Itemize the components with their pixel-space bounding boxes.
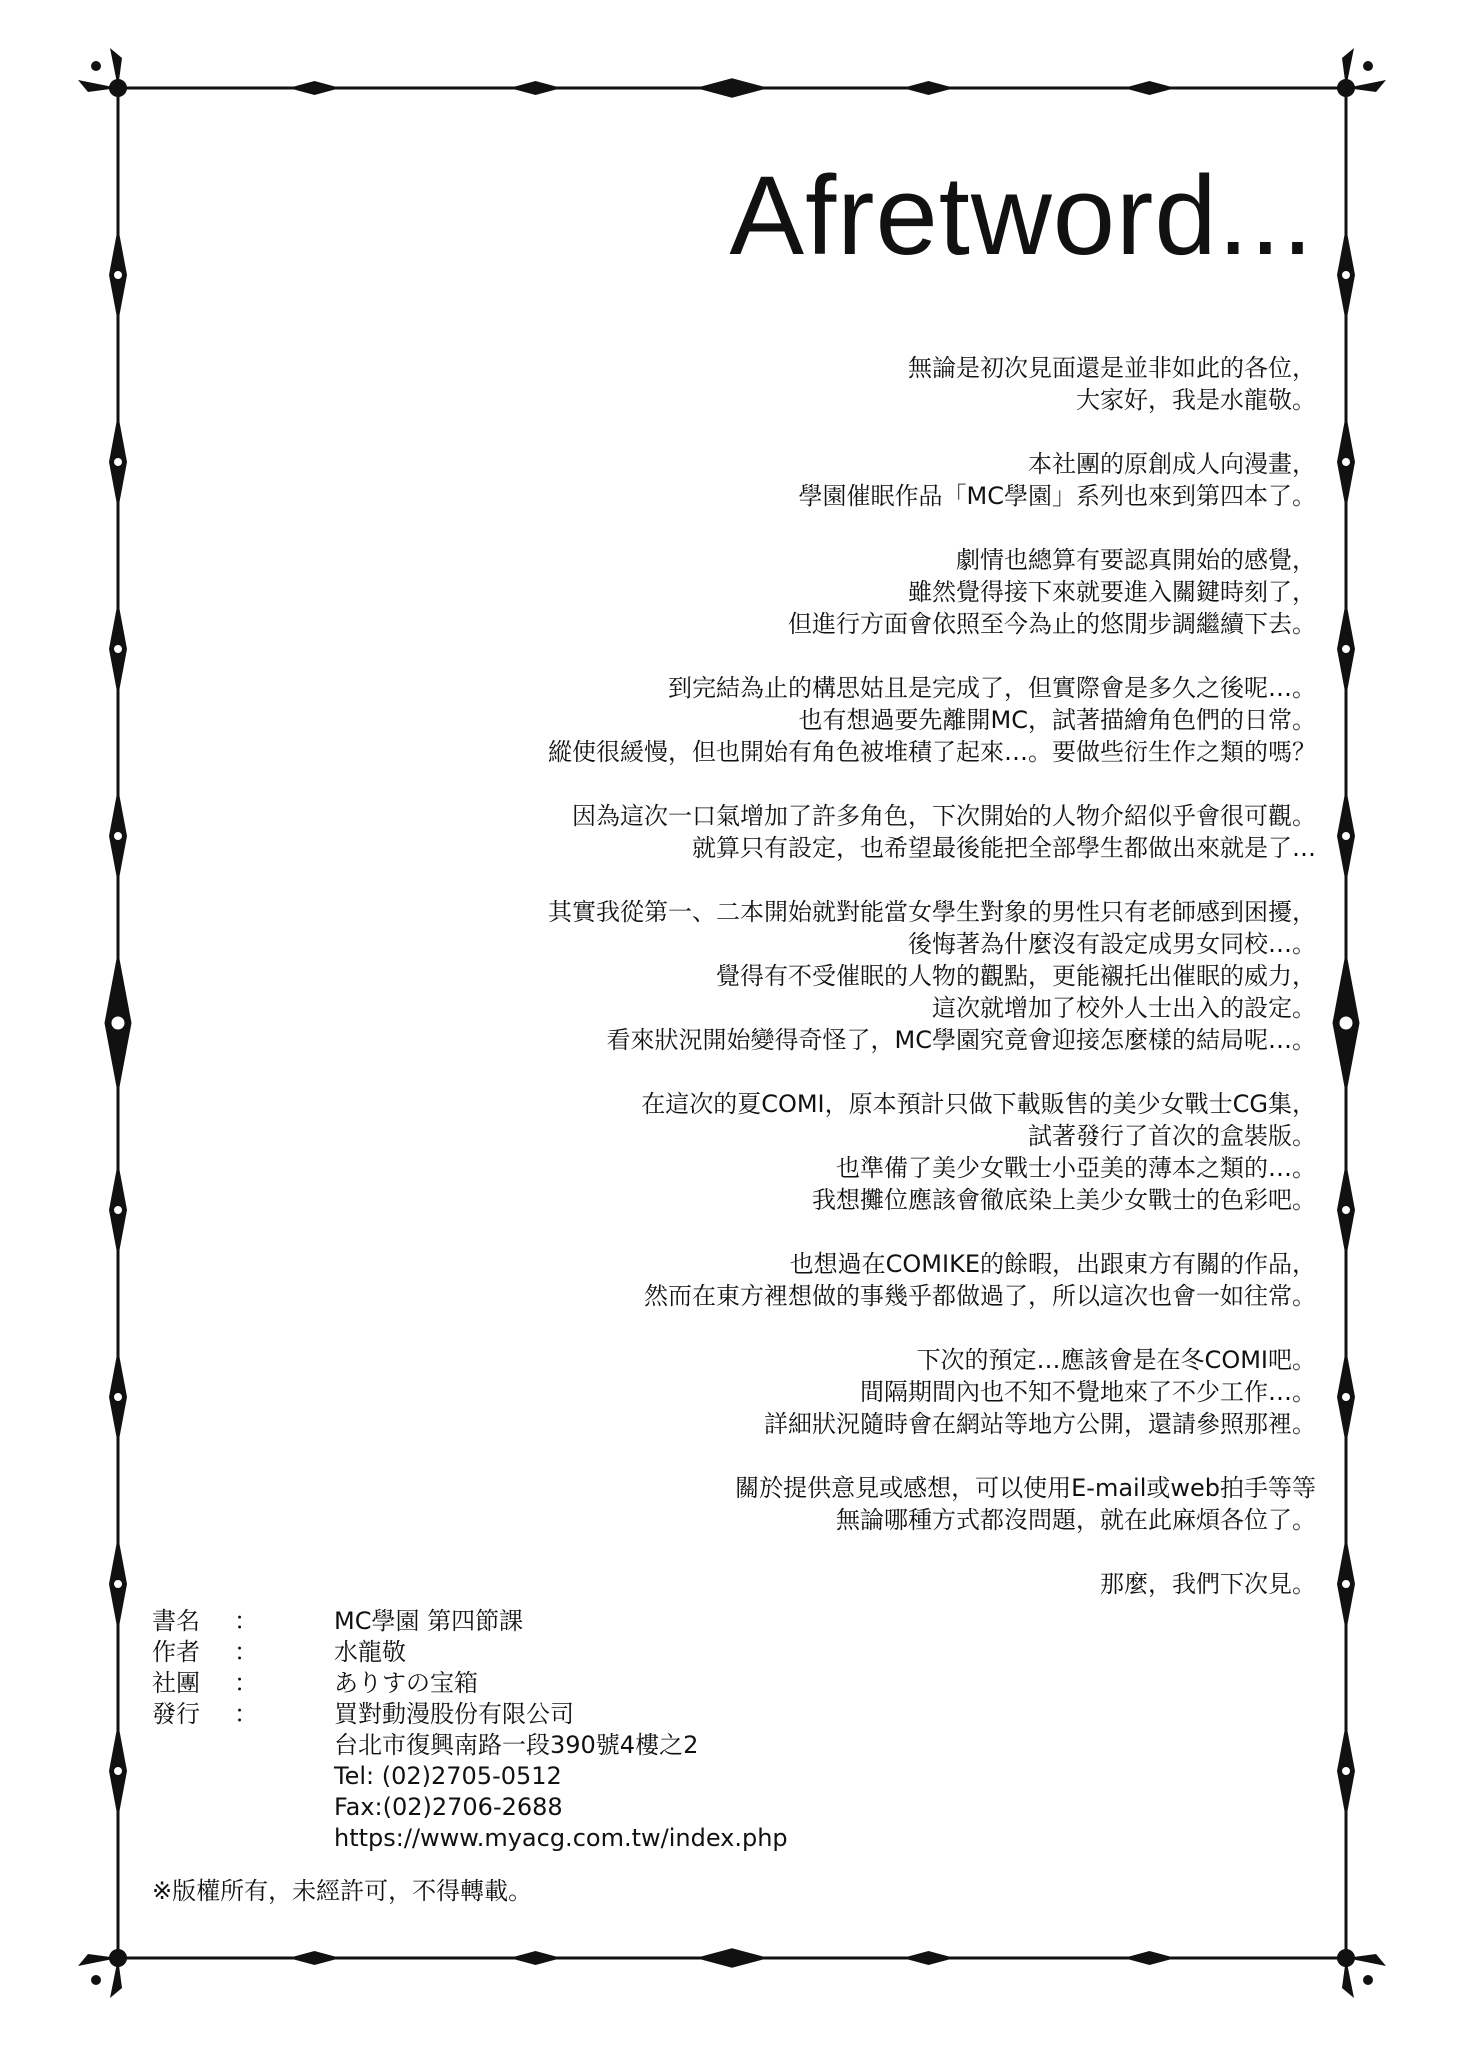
page-title: Afretword... (729, 153, 1314, 278)
info-label: 社團 (152, 1669, 200, 1697)
corner-ornament (1363, 1975, 1373, 1985)
info-row (152, 1668, 788, 1699)
border-bead (113, 1392, 123, 1402)
corner-ornament (109, 79, 127, 97)
text-line: 其實我從第一、二本開始就對能當女學生對象的男性只有老師感到困擾， (548, 898, 1316, 926)
border-bead (1341, 1579, 1351, 1589)
corner-ornament (91, 61, 101, 71)
paragraph (316, 448, 1316, 512)
border-bead (1341, 270, 1351, 280)
border-bead (113, 457, 123, 467)
info-row (152, 1699, 788, 1730)
corner-ornament (1337, 79, 1355, 97)
text-line: 無論是初次見面還是並非如此的各位， (908, 354, 1316, 382)
text-line: 就算只有設定，也希望最後能把全部學生都做出來就是了… (692, 834, 1316, 862)
publisher-detail: https://www.myacg.com.tw/index.php (334, 1824, 788, 1852)
info-row (152, 1637, 788, 1668)
border-bead (113, 1579, 123, 1589)
border-bead (1341, 831, 1351, 841)
text-line: 覺得有不受催眠的人物的觀點，更能襯托出催眠的威力， (716, 962, 1316, 990)
text-line: 關於提供意見或感想，可以使用E-mail或web拍手等等 (735, 1474, 1316, 1502)
publication-info (152, 1606, 788, 1854)
text-line: 也有想過要先離開MC，試著描繪角色們的日常。 (798, 706, 1316, 734)
paragraph (316, 1248, 1316, 1312)
border-diamond (902, 81, 954, 95)
publisher-detail: Fax:(02)2706-2688 (334, 1793, 563, 1821)
info-colon: ： (234, 1669, 258, 1697)
border-diamond (696, 1948, 769, 1968)
afterword-text (316, 352, 1316, 1632)
text-line: 到完結為止的構思姑且是完成了，但實際會是多久之後呢…。 (668, 674, 1316, 702)
info-row (152, 1606, 788, 1637)
border-diamond (288, 1951, 340, 1965)
corner-ornament (91, 1975, 101, 1985)
border-diamond (696, 78, 769, 98)
border-bead (111, 1016, 126, 1031)
paragraph (316, 544, 1316, 640)
text-line: 也準備了美少女戰士小亞美的薄本之類的…。 (836, 1154, 1316, 1182)
text-line: 但進行方面會依照至今為止的悠閒步調繼續下去。 (788, 610, 1316, 638)
info-colon: ： (234, 1700, 258, 1728)
border-bead (1341, 1392, 1351, 1402)
border-bead (113, 270, 123, 280)
paragraph (316, 896, 1316, 1056)
border-bead (1339, 1016, 1354, 1031)
border-bead (113, 1766, 123, 1776)
info-colon: ： (234, 1607, 258, 1635)
corner-ornament (109, 1949, 127, 1967)
border-bead (113, 644, 123, 654)
text-line: 無論哪種方式都沒問題，就在此麻煩各位了。 (836, 1506, 1316, 1534)
text-line: 然而在東方裡想做的事幾乎都做過了，所以這次也會一如往常。 (644, 1282, 1316, 1310)
text-line: 試著發行了首次的盒裝版。 (1028, 1122, 1316, 1150)
border-diamond (1124, 1951, 1176, 1965)
text-line: 在這次的夏COMI，原本預計只做下載販售的美少女戰士CG集， (641, 1090, 1316, 1118)
text-line: 那麼，我們下次見。 (1100, 1570, 1316, 1598)
text-line: 也想過在COMIKE的餘暇，出跟東方有關的作品， (789, 1250, 1316, 1278)
paragraph (316, 1472, 1316, 1536)
border-diamond (902, 1951, 954, 1965)
text-line: 縱使很緩慢，但也開始有角色被堆積了起來…。要做些衍生作之類的嗎？ (548, 738, 1316, 766)
corner-ornament (1363, 61, 1373, 71)
paragraph (316, 1344, 1316, 1440)
publisher-detail: Tel: (02)2705-0512 (334, 1762, 562, 1790)
border-bead (1341, 1205, 1351, 1215)
text-line: 詳細狀況隨時會在網站等地方公開，還請參照那裡。 (764, 1410, 1316, 1438)
border-bead (1341, 644, 1351, 654)
text-line: 間隔期間內也不知不覺地來了不少工作…。 (860, 1378, 1316, 1406)
paragraph (316, 352, 1316, 416)
border-diamond (288, 81, 340, 95)
info-label: 發行 (152, 1700, 200, 1728)
paragraph (316, 800, 1316, 864)
info-value: 水龍敬 (334, 1638, 406, 1666)
text-line: 後悔著為什麼沒有設定成男女同校…。 (908, 930, 1316, 958)
border-diamond (1124, 81, 1176, 95)
border-diamond (510, 81, 562, 95)
paragraph (316, 1568, 1316, 1600)
border-diamond (510, 1951, 562, 1965)
paragraph (316, 672, 1316, 768)
text-line: 我想攤位應該會徹底染上美少女戰士的色彩吧。 (812, 1186, 1316, 1214)
text-line: 本社團的原創成人向漫畫， (1028, 450, 1316, 478)
border-bead (1341, 1766, 1351, 1776)
text-line: 雖然覺得接下來就要進入關鍵時刻了， (908, 578, 1316, 606)
text-line: 大家好，我是水龍敬。 (1076, 386, 1316, 414)
text-line: 下次的預定…應該會是在冬COMI吧。 (916, 1346, 1316, 1374)
corner-ornament (1337, 1949, 1355, 1967)
info-colon: ： (234, 1638, 258, 1666)
copyright-notice: ※版權所有，未經許可，不得轉載。 (152, 1877, 533, 1905)
text-line: 因為這次一口氣增加了許多角色，下次開始的人物介紹似乎會很可觀。 (572, 802, 1316, 830)
info-value: ありすの宝箱 (334, 1669, 478, 1697)
border-bead (113, 831, 123, 841)
text-line: 看來狀況開始變得奇怪了，MC學園究竟會迎接怎麼樣的結局呢…。 (606, 1026, 1316, 1054)
info-value: MC學園 第四節課 (334, 1607, 524, 1635)
text-line: 學園催眠作品「MC學園」系列也來到第四本了。 (798, 482, 1316, 510)
publisher-detail: 台北市復興南路一段390號4樓之2 (334, 1731, 699, 1759)
info-label: 書名 (152, 1607, 200, 1635)
info-value: 買對動漫股份有限公司 (334, 1700, 574, 1728)
text-line: 劇情也總算有要認真開始的感覺， (956, 546, 1316, 574)
paragraph (316, 1088, 1316, 1216)
border-bead (1341, 457, 1351, 467)
text-line: 這次就增加了校外人士出入的設定。 (932, 994, 1316, 1022)
info-label: 作者 (152, 1638, 200, 1666)
border-bead (113, 1205, 123, 1215)
